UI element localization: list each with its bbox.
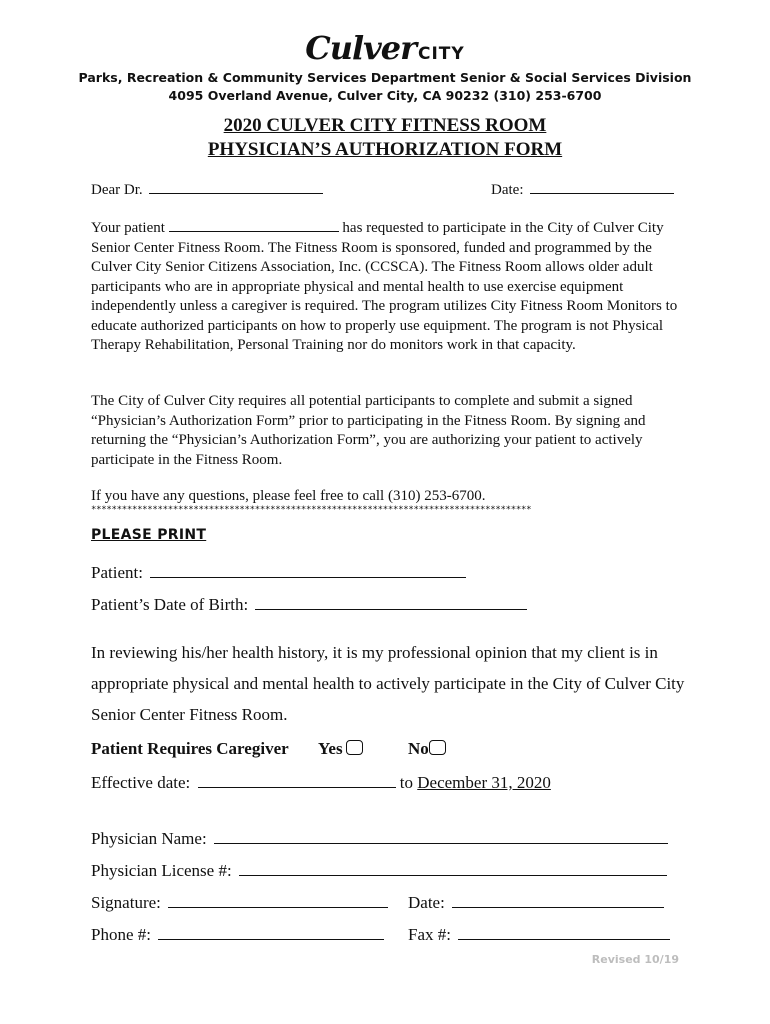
dear-dr-row xyxy=(91,179,323,201)
yes-checkbox[interactable] xyxy=(346,740,363,755)
address-header: 4095 Overland Avenue, Culver City, CA 90232 (310) 253-6700 xyxy=(168,88,602,103)
fax-label: Fax #: xyxy=(408,925,451,944)
please-print-heading: PLEASE PRINT xyxy=(91,527,207,543)
doctor-name-field[interactable] xyxy=(149,179,323,194)
caregiver-no-option xyxy=(408,738,446,760)
effective-date-field[interactable] xyxy=(198,773,396,788)
form-title-line1: 2020 CULVER CITY FITNESS ROOM xyxy=(223,115,547,136)
license-row xyxy=(91,860,667,882)
end-date-value: December 31, 2020 xyxy=(417,773,551,792)
letter-date-label: Date: xyxy=(491,182,524,198)
revision-note: Revised 10/19 xyxy=(591,953,679,966)
patient-row xyxy=(91,562,466,584)
letter-date-field[interactable] xyxy=(530,179,674,194)
phone-field[interactable] xyxy=(158,925,384,940)
phone-row xyxy=(91,924,384,946)
requirement-paragraph: The City of Culver City requires all potential participants to complete and submit a signed “Physician’s Authorization Form” prior to participating in the Fitness Room. By signing and returning the “Physician’s Authorization Form”, you are authorizing your patient to actively participate in the Fitness Room. xyxy=(91,393,646,468)
effective-date-row xyxy=(91,772,551,794)
intro-rest-text: has requested to participate in the City of Culver City Senior Center Fitness Room. The Fitness Room is sponsored, funded and programmed by the Culver City Senior Citizens Association, Inc. (CCSCA). The Fitness Room allows older adult participants who are in appropriate physical and mental health to use exercise equipment independently unless a caregiver is required. The program utilizes City Fitness Room Monitors to educate authorized participants on how to properly use equipment. The program is not Physical Therapy Rehabilitation, Personal Training nor do monitors work in that capacity. xyxy=(91,220,678,353)
dob-field[interactable] xyxy=(255,595,527,610)
patient-field[interactable] xyxy=(150,563,466,578)
no-checkbox[interactable] xyxy=(429,740,446,755)
patient-name-inline-field[interactable] xyxy=(169,217,339,232)
physician-name-label: Physician Name: xyxy=(91,829,207,848)
logo-script-text: Culver xyxy=(305,29,416,67)
fax-row xyxy=(408,924,670,946)
license-label: Physician License #: xyxy=(91,861,232,880)
separator-line: ************************************************************************************** xyxy=(91,505,532,515)
dob-row xyxy=(91,594,527,616)
intro-paragraph xyxy=(91,217,683,356)
department-header: Parks, Recreation & Community Services Department Senior & Social Services Division xyxy=(78,70,692,85)
dear-dr-label: Dear Dr. xyxy=(91,182,143,198)
yes-label: Yes xyxy=(318,739,343,758)
logo-city-text: CITY xyxy=(417,44,465,64)
physician-name-field[interactable] xyxy=(214,829,668,844)
culver-city-logo xyxy=(0,30,770,72)
signature-row xyxy=(91,892,388,914)
license-field[interactable] xyxy=(239,861,667,876)
no-label: No xyxy=(408,739,429,758)
patient-label: Patient: xyxy=(91,563,143,582)
phone-label: Phone #: xyxy=(91,925,151,944)
intro-start-text: Your patient xyxy=(91,220,165,236)
questions-paragraph: If you have any questions, please feel free to call (310) 253-6700. xyxy=(91,488,486,504)
signature-field[interactable] xyxy=(168,893,388,908)
form-title-line2: PHYSICIAN’S AUTHORIZATION FORM xyxy=(207,139,563,160)
caregiver-row xyxy=(91,738,289,760)
fax-field[interactable] xyxy=(458,925,670,940)
physician-name-row xyxy=(91,828,668,850)
opinion-statement: In reviewing his/her health history, it is my professional opinion that my client is in appropriate physical and mental health to actively participate in the City of Culver City Senior Center Fitness Room. xyxy=(91,643,685,724)
caregiver-label: Patient Requires Caregiver xyxy=(91,739,289,758)
signature-label: Signature: xyxy=(91,893,161,912)
signature-date-row xyxy=(408,892,664,914)
effective-date-label: Effective date: xyxy=(91,773,191,792)
caregiver-yes-option xyxy=(318,738,363,760)
dob-label: Patient’s Date of Birth: xyxy=(91,595,249,614)
to-label: to xyxy=(399,773,414,792)
letter-date-row xyxy=(491,179,674,201)
signature-date-field[interactable] xyxy=(452,893,664,908)
signature-date-label: Date: xyxy=(408,893,445,912)
